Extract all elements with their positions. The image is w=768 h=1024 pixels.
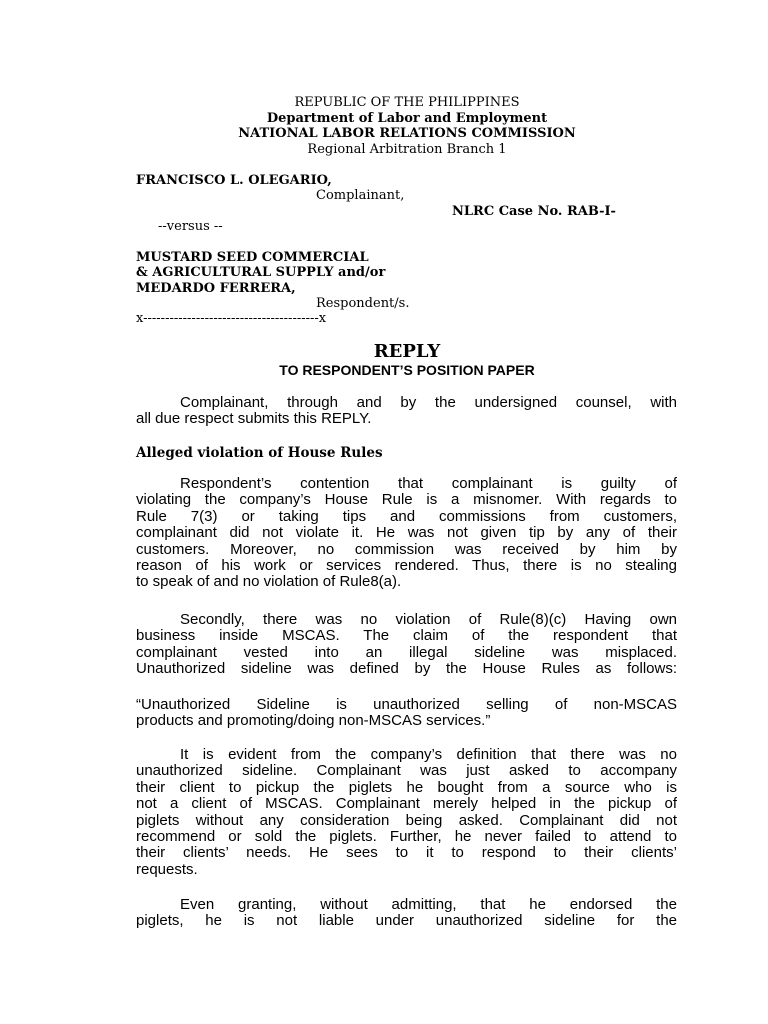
commission-header: NATIONAL LABOR RELATIONS COMMISSION [238, 126, 576, 141]
respondent-name-line3: MEDARDO FERRERA, [136, 281, 296, 296]
republic-header: REPUBLIC OF THE PHILIPPINES [294, 95, 520, 110]
versus-label: --versus -- [158, 219, 223, 234]
paragraph-line: violating the company’s House Rule is a misnomer. With regards to [136, 492, 677, 509]
paragraph-line: Respondent’s contention that complainant is guilty of [180, 476, 677, 492]
paragraph-house-rules [136, 476, 677, 591]
paragraph-line: Secondly, there was no violation of Rule(8)(c) Having own [180, 612, 677, 628]
department-header: Department of Labor and Employment [266, 111, 548, 126]
complainant-name: FRANCISCO L. OLEGARIO, [136, 173, 332, 188]
paragraph-line: their clients’ needs. He sees to it to respond to their clients’ [136, 845, 677, 862]
intro-paragraph [136, 395, 677, 428]
caption-separator: x----------------------------------------x [136, 311, 327, 326]
paragraph-line: not a client of MSCAS. Complainant merely helped in the pickup of [136, 796, 677, 813]
paragraph-line: Even granting, without admitting, that he endorsed the [180, 897, 677, 913]
paragraph-line: piglets without any consideration being asked. Complainant did not [136, 812, 677, 829]
section-heading: Alleged violation of House Rules [136, 445, 383, 461]
intro-line: Complainant, through and by the undersigned counsel, with [180, 395, 677, 411]
quote-line: “Unauthorized Sideline is unauthorized selling of non-MSCAS [136, 697, 677, 713]
paragraph-line: recommend or sold the piglets. Further, he never failed to attend to [136, 828, 677, 845]
paragraph-line: reason of his work or services rendered. Thus, there is no stealing [136, 557, 677, 574]
paragraph-line: requests. [136, 861, 198, 878]
house-rules-quote [136, 697, 677, 730]
quote-line: products and promoting/doing non-MSCAS services.” [136, 713, 491, 730]
paragraph-line: It is evident from the company’s definition that there was no [180, 747, 677, 763]
paragraph-line: to speak of and no violation of Rule8(a). [136, 574, 402, 591]
respondent-name-line2: & AGRICULTURAL SUPPLY and/or [136, 265, 386, 280]
paragraph-line: piglets, he is not liable under unauthorized sideline for the [136, 913, 677, 930]
respondent-role: Respondent/s. [316, 296, 410, 311]
paragraph-line: complainant did not violate it. He was not given tip by any of their [136, 525, 677, 542]
complainant-role: Complainant, [316, 188, 405, 203]
paragraph-line: Rule 7(3) or taking tips and commissions from customers, [136, 508, 677, 525]
document-subtitle: TO RESPONDENT’S POSITION PAPER [279, 362, 535, 378]
paragraph-line: Unauthorized sideline was defined by the House Rules as follows: [136, 661, 677, 678]
paragraph-sideline [136, 612, 677, 678]
paragraph-line: customers. Moreover, no commission was received by him by [136, 541, 677, 558]
paragraph-line: complainant vested into an illegal sideline was misplaced. [136, 644, 677, 661]
paragraph-line: unauthorized sideline. Complainant was just asked to accompany [136, 763, 677, 780]
paragraph-granting [136, 897, 677, 930]
intro-line: all due respect submits this REPLY. [136, 411, 372, 428]
paragraph-evidence [136, 747, 677, 878]
respondent-name-line1: MUSTARD SEED COMMERCIAL [136, 250, 369, 265]
paragraph-line: business inside MSCAS. The claim of the respondent that [136, 628, 677, 645]
paragraph-line: their client to pickup the piglets he bought from a source who is [136, 779, 677, 796]
branch-header: Regional Arbitration Branch 1 [307, 142, 507, 157]
case-number: NLRC Case No. RAB-I- [452, 204, 616, 219]
document-title: REPLY [373, 341, 441, 362]
